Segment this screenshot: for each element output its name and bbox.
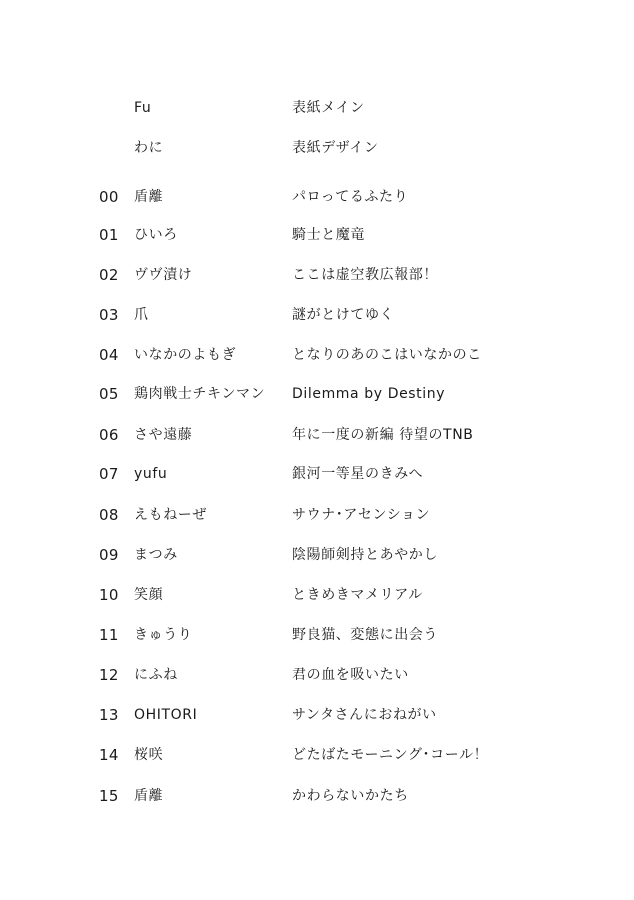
entry-row (0, 185, 634, 209)
entry-number: 00 (99, 188, 119, 206)
entry-row (0, 503, 634, 527)
entry-title: サンタさんにおねがい (292, 707, 437, 723)
entry-number: 10 (99, 586, 119, 604)
entry-number: 01 (99, 226, 119, 244)
entry-title: 陰陽師剣持とあやかし (292, 547, 438, 563)
entry-title: 君の血を吸いたい (292, 667, 409, 683)
entry-number: 12 (99, 666, 119, 684)
entry-number: 07 (99, 465, 119, 483)
entry-title: となりのあのこはいなかのこ (292, 347, 482, 363)
entry-author: 桜咲 (134, 747, 164, 763)
entry-number: 08 (99, 506, 119, 524)
entry-row (0, 703, 634, 727)
entry-number: 13 (99, 706, 119, 724)
entry-title: パロってるふたり (292, 189, 409, 205)
entry-row (0, 263, 634, 287)
entry-row (0, 743, 634, 767)
entry-author: えもねーぜ (134, 507, 207, 523)
entry-row (0, 623, 634, 647)
entry-number: 03 (99, 306, 119, 324)
credit-role: 表紙デザイン (292, 140, 379, 156)
entry-author: 盾離 (134, 788, 164, 804)
entry-title: ここは虚空教広報部！ (292, 267, 438, 283)
entry-title: 謎がとけてゆく (292, 307, 395, 323)
entry-author: ヴヴ漬け (134, 267, 193, 283)
entry-row (0, 583, 634, 607)
credit-role: 表紙メイン (292, 100, 365, 116)
entry-author: まつみ (134, 547, 178, 563)
credit-row-cover-design (0, 136, 634, 160)
entry-author: ひいろ (134, 227, 178, 243)
entry-author: 爪 (134, 307, 149, 323)
entry-author: きゅうり (134, 627, 193, 643)
entry-author: 笑顔 (134, 587, 164, 603)
entry-number: 06 (99, 426, 119, 444)
entry-title: 騎士と魔竜 (292, 227, 365, 243)
entry-number: 15 (99, 787, 119, 805)
entry-title: 年に一度の新編 待望のTNB (292, 427, 474, 443)
entry-author: 盾離 (134, 189, 164, 205)
entry-number: 09 (99, 546, 119, 564)
entry-row (0, 343, 634, 367)
entry-row (0, 543, 634, 567)
entry-number: 14 (99, 746, 119, 764)
entry-number: 04 (99, 346, 119, 364)
entry-author: OHITORI (134, 707, 198, 723)
entry-author: さや遠藤 (134, 427, 193, 443)
entry-title: 銀河一等星のきみへ (292, 466, 424, 482)
entry-author: yufu (134, 466, 168, 482)
entry-title: サウナ･アセンション (292, 507, 431, 523)
entry-row (0, 784, 634, 808)
credit-row-cover-main (0, 96, 634, 120)
entry-row (0, 663, 634, 687)
entry-row (0, 223, 634, 247)
entry-number: 02 (99, 266, 119, 284)
entry-title: かわらないかたち (292, 788, 409, 804)
entry-row (0, 462, 634, 486)
entry-number: 05 (99, 385, 119, 403)
entry-author: にふね (134, 667, 178, 683)
entry-number: 11 (99, 626, 119, 644)
entry-row (0, 303, 634, 327)
entry-row (0, 423, 634, 447)
entry-title: どたばたモーニング･コール！ (292, 747, 489, 763)
entry-title: ときめきマメリアル (292, 587, 423, 603)
entry-title: 野良猫、変態に出会う (292, 627, 438, 643)
entry-title: Dilemma by Destiny (292, 386, 446, 402)
entry-author: いなかのよもぎ (134, 347, 237, 363)
entry-author: 鶏肉戦士チキンマン (134, 386, 266, 402)
entry-row (0, 382, 634, 406)
credit-name: Fu (134, 100, 152, 116)
credit-name: わに (134, 140, 164, 156)
